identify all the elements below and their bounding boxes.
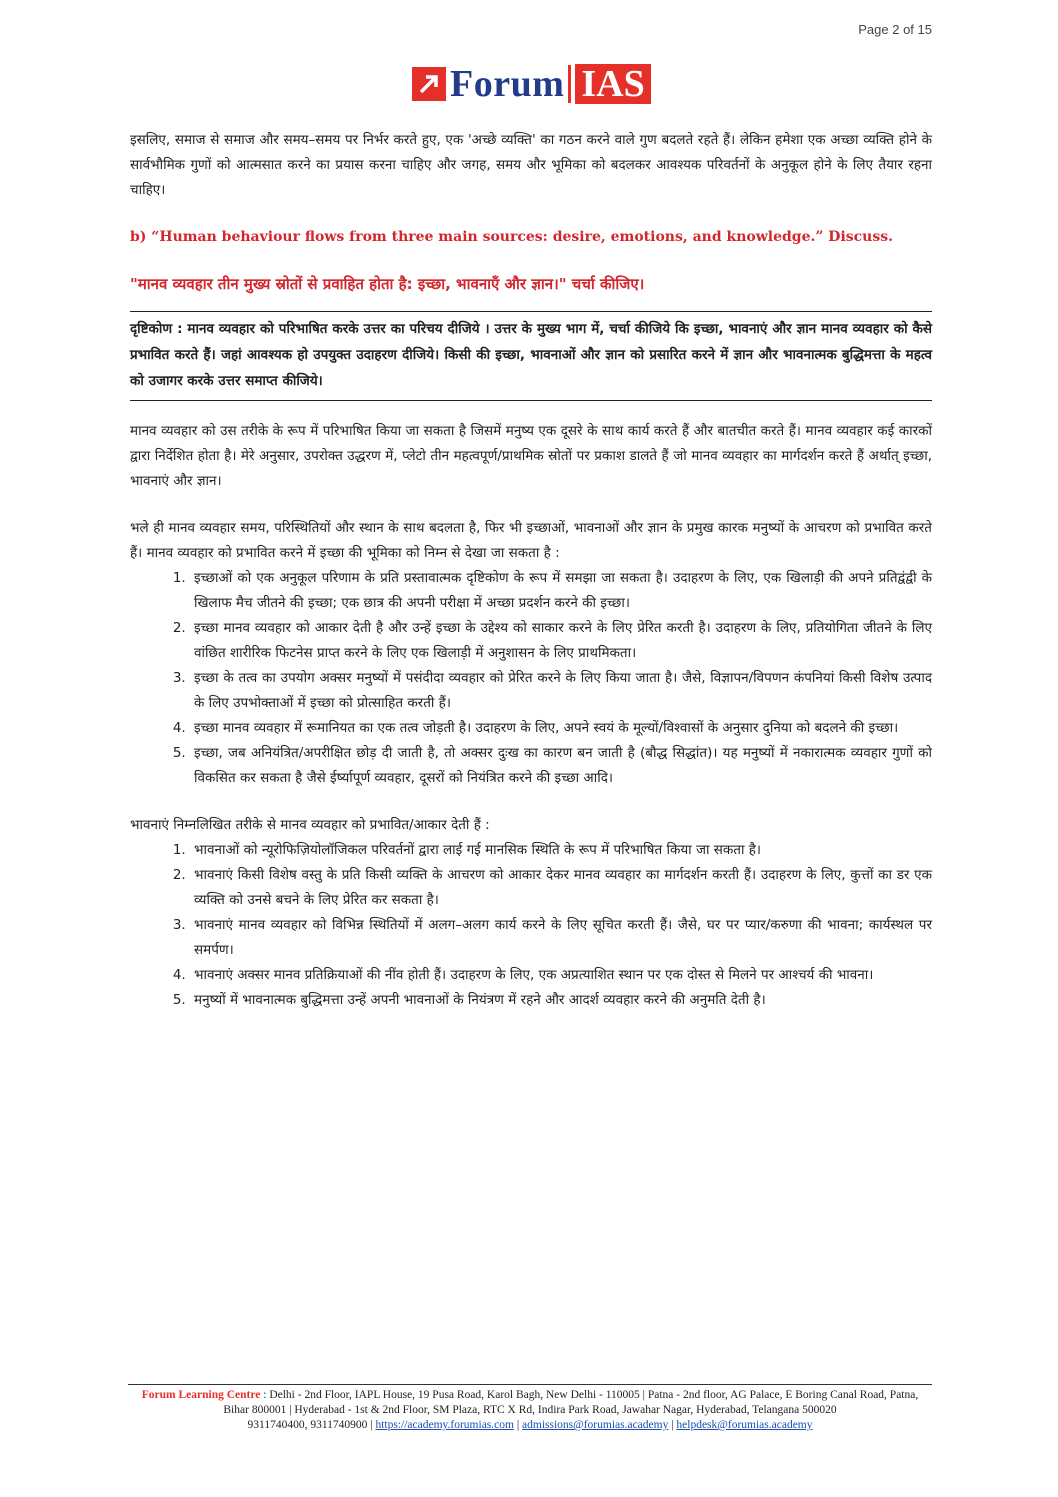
footer-helpdesk-link[interactable]: helpdesk@forumias.academy bbox=[676, 1419, 813, 1431]
emotion-list bbox=[130, 838, 932, 1013]
intro-paragraph: इसलिए, समाज से समाज और समय–समय पर निर्भर करते हुए, एक 'अच्छे व्यक्ति' का गठन करने वाले गुण बदलते रहते हैं। लेकिन हमेशा एक अच्छा व्यक्ति होने के सार्वभौमिक गुणों को आत्मसात करने का प्रयास करना चाहिए और जगह, समय और भूमिका को बदलकर आवश्यक परिवर्तनों के अनुकूल होने के लिए तैयार रहना चाहिए। bbox=[130, 132, 932, 198]
list-item: 2. इच्छा मानव व्यवहार को आकार देती है और उन्हें इच्छा के उद्देश्य को साकार करने के लिए प्रेरित करती है। उदाहरण के लिए, प्रतियोगिता जीतने के लिए वांछित शारीरिक फिटनेस प्राप्त करने के लिए एक खिलाड़ी में अनुशासन के लिए प्राथमिकता। bbox=[190, 616, 932, 666]
logo-divider bbox=[568, 65, 571, 103]
main-content bbox=[130, 128, 932, 1013]
desire-intro-paragraph: भले ही मानव व्यवहार समय, परिस्थितियों और स्थान के साथ बदलता है, फिर भी इच्छाओं, भावनाओं और ज्ञान के प्रमुख कारक मनुष्यों के आचरण को प्रभावित करते हैं। मानव व्यवहार को प्रभावित करने में इच्छा की भूमिका को निम्न से देखा जा सकता है : bbox=[130, 520, 932, 561]
footer-centre-label: Forum Learning Centre bbox=[141, 1389, 261, 1401]
desire-list bbox=[130, 566, 932, 791]
footer-phones: 9311740400, 9311740900 | bbox=[247, 1419, 373, 1431]
list-item: 3. भावनाएं मानव व्यवहार को विभिन्न स्थितियों में अलग–अलग कार्य करने के लिए सूचित करती हैं। जैसे, घर पर प्यार/करुणा की भावना; कार्यस्थल पर समर्पण। bbox=[190, 913, 932, 963]
list-item: 4. भावनाएं अक्सर मानव प्रतिक्रियाओं की नींव होती हैं। उदाहरण के लिए, एक अप्रत्याशित स्थान पर एक दोस्त से मिलने पर आश्चर्य की भावना। bbox=[190, 963, 932, 988]
page-number: Page 2 of 15 bbox=[858, 22, 932, 37]
list-item: 4. इच्छा मानव व्यवहार में रूमानियत का एक तत्व जोड़ती है। उदाहरण के लिए, अपने स्वयं के मूल्यों/विश्वासों के अनुसार दुनिया को बदलने की इच्छा। bbox=[190, 716, 932, 741]
forumias-logo bbox=[412, 62, 651, 106]
list-item: 2. भावनाएं किसी विशेष वस्तु के प्रति किसी व्यक्ति के आचरण को आकार देकर मानव व्यवहार का मार्गदर्शन करती हैं। उदाहरण के लिए, कुत्तों का डर एक व्यक्ति को उनसे बचने के लिए प्रेरित कर सकता है। bbox=[190, 863, 932, 913]
list-item: 5. मनुष्यों में भावनात्मक बुद्धिमत्ता उन्हें अपनी भावनाओं के नियंत्रण में रहने और आदर्श व्यवहार करने की अनुमति देती है। bbox=[190, 988, 932, 1013]
question-hindi: "मानव व्यवहार तीन मुख्य स्रोतों से प्रवाहित होता है: इच्छा, भावनाएँ और ज्ञान।" चर्चा कीजिए। bbox=[130, 275, 645, 293]
page-footer: Forum Learning Centre : Delhi - 2nd Floor, IAPL House, 19 Pusa Road, Karol Bagh, New Delhi - 110005 | Patna - 2nd floor, AG Palace, E Boring Canal Road, Patna, Bihar 800001 | Hyderabad - 1st & 2nd Floor, SM Plaza, RTC X Rd, Indira Park Road, Jawahar Nagar, Hyderabad, Telangana 500020 9311740400, 9311740900 | https://academy.forumias.com | admissions@forumias.academy | helpdesk@forumias.academy bbox=[128, 1384, 932, 1433]
footer-admissions-link[interactable]: admissions@forumias.academy bbox=[522, 1419, 669, 1431]
approach-box: दृष्टिकोण : मानव व्यवहार को परिभाषित करके उत्तर का परिचय दीजिये । उत्तर के मुख्य भाग में, चर्चा कीजिये कि इच्छा, भावनाएं और ज्ञान मानव व्यवहार को कैसे प्रभावित करते हैं। जहां आवश्यक हो उपयुक्त उदाहरण दीजिये। किसी की इच्छा, भावनाओं और ज्ञान को प्रसारित करने में ज्ञान और भावनात्मक बुद्धिमत्ता के महत्व को उजागर करके उत्तर समाप्त कीजिये। bbox=[130, 311, 932, 401]
footer-address: : Delhi - 2nd Floor, IAPL House, 19 Pusa Road, Karol Bagh, New Delhi - 110005 | Patna - 2nd floor, AG Palace, E Boring Canal Road, Patna, Bihar 800001 | Hyderabad - 1st & 2nd Floor, SM Plaza, RTC X Rd, Indira Park Road, Jawahar Nagar, Hyderabad, Telangana 500020 bbox=[223, 1389, 919, 1416]
definition-paragraph: मानव व्यवहार को उस तरीके के रूप में परिभाषित किया जा सकता है जिसमें मनुष्य एक दूसरे के साथ कार्य करते हैं और बातचीत करते हैं। मानव व्यवहार कई कारकों द्वारा निर्देशित होता है। मेरे अनुसार, उपरोक्त उद्धरण में, प्लेटो तीन महत्वपूर्ण/प्राथमिक स्रोतों पर प्रकाश डालते हैं जो मानव व्यवहार का मार्गदर्शन करते हैं अर्थात् इच्छा, भावनाएं और ज्ञान। bbox=[130, 423, 932, 489]
logo-ias-text: IAS bbox=[575, 64, 650, 104]
list-item: 5. इच्छा, जब अनियंत्रित/अपरीक्षित छोड़ दी जाती है, तो अक्सर दुःख का कारण बन जाती है (बौद्ध सिद्धांत)। यह मनुष्यों में नकारात्मक व्यवहार गुणों को विकसित कर सकता है जैसे ईर्ष्यापूर्ण व्यवहार, दूसरों को नियंत्रित करने की इच्छा आदि। bbox=[190, 741, 932, 791]
arrow-icon bbox=[412, 67, 446, 101]
list-item: 1. इच्छाओं को एक अनुकूल परिणाम के प्रति प्रस्तावात्मक दृष्टिकोण के रूप में समझा जा सकता है। उदाहरण के लिए, एक खिलाड़ी की अपने प्रतिद्वंद्वी के खिलाफ मैच जीतने की इच्छा; एक छात्र की अपनी परीक्षा में अच्छा प्रदर्शन करने की इच्छा। bbox=[190, 566, 932, 616]
logo-forum-text: Forum bbox=[450, 63, 565, 105]
list-item: 3. इच्छा के तत्व का उपयोग अक्सर मनुष्यों में पसंदीदा व्यवहार को प्रेरित करने के लिए किया जाता है। जैसे, विज्ञापन/विपणन कंपनियां किसी विशेष उत्पाद के लिए उपभोक्ताओं में इच्छा को प्रोत्साहित करती हैं। bbox=[190, 666, 932, 716]
list-item: 1. भावनाओं को न्यूरोफिज़ियोलॉजिकल परिवर्तनों द्वारा लाई गई मानसिक स्थिति के रूप में परिभाषित किया जा सकता है। bbox=[190, 838, 932, 863]
question-english: b) “Human behaviour flows from three main sources: desire, emotions, and knowledge.” Discuss. bbox=[130, 229, 893, 245]
emotion-intro-paragraph: भावनाएं निम्नलिखित तरीके से मानव व्यवहार को प्रभावित/आकार देती हैं : bbox=[130, 817, 490, 833]
footer-site-link[interactable]: https://academy.forumias.com bbox=[375, 1419, 514, 1431]
